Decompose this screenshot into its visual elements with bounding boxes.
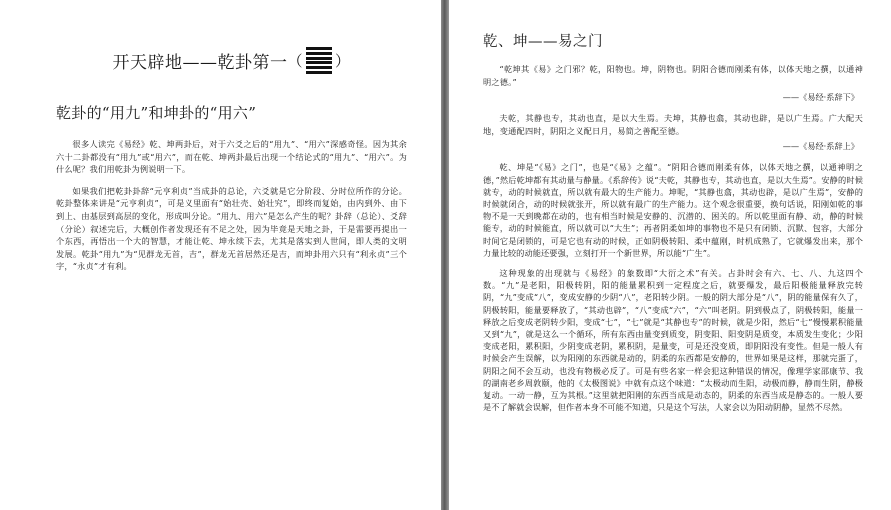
paren-open: （ xyxy=(287,52,303,70)
quote-block: “乾坤其《易》之门邪？乾，阳物也。坤，阴物也。阴阳合德而刚柔有体，以体天地之撰，以通神明之德。” xyxy=(483,64,863,87)
chapter-title xyxy=(56,47,407,74)
chapter-title-text: 开天辟地——乾卦第一 xyxy=(112,53,288,73)
qian-trigram-icon xyxy=(306,47,332,74)
right-page-title: 乾、坤——易之门 xyxy=(483,34,603,50)
right-page xyxy=(449,0,891,510)
left-paragraph: 很多人读完《易经》乾、坤两卦后，对于六爻之后的“用九”、“用六”深感奇怪。因为其余六十二卦都没有“用九”或“用六”，而在乾、坤两卦最后出现一个结论式的“用九”、“用六”。为什么呢？我们用乾卦为例说明一下。 xyxy=(56,139,407,175)
quote-block: 夫乾，其静也专，其动也直，是以大生焉。夫坤，其静也翕，其动也辟，是以广生焉。广大配天地，变通配四时，阴阳之义配日月，易简之善配至德。 xyxy=(483,113,863,136)
quote-citation: ——《易经·系辞下》 xyxy=(782,92,859,103)
right-paragraph: 这种现象的出现就与《易经》的象数即“大衍之术”有关。占卦时会有六、七、八、九这四个数。“九”是老阳，阳极转阴，阳的能量累积到一定程度之后，就要爆发，最后阳极能量释放完转阴，“九”变成“八”，变成安静的少阴“八”，老阳转少阴。一般的阴大部分是“八”，阴的能量保有久了，阴极转阳，能量要释放了，“其动也辟”，“八”变成“六”，“六”叫老阴。阴到极点了，阴极转阳，能量一释放之后变成老阴转少阳，变成“七”，“七”就是“其静也专”的时候，就是少阳，然后“七”慢慢累积能量又到“九”，就是这么一个循环，所有东西由量变到质变，阴变阳、阳变阴是质变，本质发生变化；少阳变成老阳，累积阳，少阴变成老阴，累积阴，是量变，可是还没变质，即阴阳没有变性。但是一般人有时候会产生误解，以为阳刚的东西就是动的，阴柔的东西都是安静的，世界如果是这样，那就完蛋了，阴阳之间不会互动，也没有物极必反了。可是有些名家一样会犯这种错误的情况，像理学家邵康节、我的湖南老乡周敦颐，他的《太极图说》中就有点这个味道：“太极动而生阳，动极而静，静而生阴，静极复动。一动一静，互为其根。”这里就把阳刚的东西当成是动态的，阴柔的东西当成是静态的。一般人要是不了解就会误解，但作者本身不可能不知道，只是这个写法，人家会以为阳动阴静，显然不尽然。 xyxy=(483,268,863,413)
section-heading: 乾卦的“用九”和坤卦的“用六” xyxy=(56,104,257,122)
quote-citation: ——《易经·系辞上》 xyxy=(782,141,859,152)
left-paragraph: 如果我们把乾卦卦辞“元亨利贞”当成卦的总论，六爻就是它分阶段、分时位所作的分论。乾卦整体来讲是“元亨利贞”，可是义里面有“始壮壳、始壮究”，即终而复始，由内到外、由下到上、由基层到高层的变化，形成叫分论。“用九、用六”是怎么产生的呢？卦辞（总论）、爻辞（分论）叙述完后，大概创作者发现还有不足之处，因为毕竟是天地之卦，于是需要再提出一个东西，再悟出一个大的智慧，才能让乾、坤永续下去，尤其是落实到人世间，即人类的文明发展。乾卦“用九”为“见群龙无首，吉”，群龙无首居然还是吉，而坤卦用六只有“利永贞”三个字，“永贞”才有利。 xyxy=(56,185,407,272)
paren-close: ） xyxy=(335,52,351,70)
left-page xyxy=(0,0,441,510)
right-paragraph: 乾、坤是“《易》之门”，也是“《易》之蕴”。“阴阳合德而刚柔有体，以体天地之撰，以通神明之德，”然后乾坤都有其动量与静量。《系辞传》说“夫乾，其静也专，其动也直，是以大生焉”。安静的时候就专，动的时候就直，所以就有最大的生产能力。坤呢，“其静也翕，其动也辟，是以广生焉”，安静的时候就闭合，动的时候就张开，所以就有最广的生产能力。这个观念很重要，换句话说，阳刚如乾的事物不是一天到晚都在动的，也有相当时候是安静的、沉潜的、困关的。所以乾里面有静、动，静的时候能专，动的时候能直，所以就可以“大生”；再者阴柔如坤的事物也不是只有闭锁、沉默、包容，大部分时间它是闭锁的，可是它也有动的时候，正如阴极转阳、柔中蕴刚，时机成熟了，它就爆发出来，那个力量比较的动能还要强，立刻打开一个新世界，所以能“广生”。 xyxy=(483,162,863,258)
book-spine-divider xyxy=(441,0,449,510)
